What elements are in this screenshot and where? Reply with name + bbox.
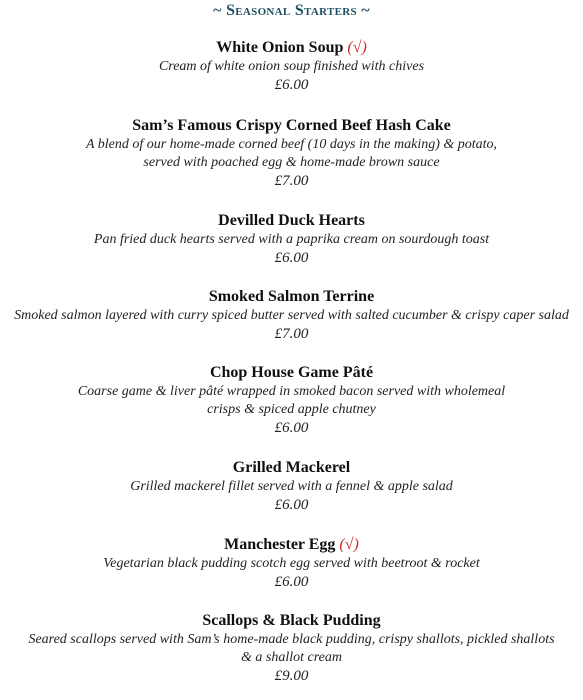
dish-description-line-1: Seared scallops served with Sam’s home-made black pudding, crispy shallots, pickled shallots [28,632,555,647]
dish-price: £6.00 [274,497,309,513]
dish-name: Sam’s Famous Crispy Corned Beef Hash Cake [132,117,451,134]
dish-corned-beef-hash-cake [0,116,583,191]
dish-description: Pan fried duck hearts served with a paprika cream on sourdough toast [93,232,490,247]
dish-description-line-2: served with poached egg & home-made brown sauce [143,155,440,170]
dish-name [0,535,583,555]
dish-name: Chop House Game Pâté [209,364,374,381]
dish-price: £9.00 [274,668,309,684]
dish-scallops-black-pudding [0,611,583,686]
dish-price: £6.00 [274,420,309,436]
dish-description-line-2: crisps & spiced apple chutney [207,402,376,417]
dish-description-line-1: A blend of our home-made corned beef (10 days in the making) & potato, [85,137,498,152]
dish-manchester-egg [0,535,583,592]
dish-white-onion-soup [0,38,583,95]
dish-grilled-mackerel [0,458,583,515]
section-title: ~ Seasonal Starters ~ [213,2,370,19]
dish-name: Grilled Mackerel [232,459,351,476]
dish-description: Smoked salmon layered with curry spiced butter served with salted cucumber & crispy caper salad [14,308,569,323]
dish-description-line-1: Coarse game & liver pâté wrapped in smoked bacon served with wholemeal [77,384,506,399]
dish-price: £6.00 [274,77,309,93]
dish-name: Smoked Salmon Terrine [208,288,375,305]
dish-name: Devilled Duck Hearts [218,212,365,229]
dish-description: Grilled mackerel fillet served with a fennel & apple salad [130,479,453,494]
dish-name [0,38,583,58]
dish-devilled-duck-hearts [0,211,583,268]
dish-description: Cream of white onion soup finished with chives [158,59,425,74]
dish-name-text: White Onion Soup [216,39,344,56]
dish-description: Vegetarian black pudding scotch egg served with beetroot & rocket [103,556,480,571]
vegetarian-mark: (√) [339,536,359,553]
dish-price: £7.00 [274,173,309,189]
dish-price: £6.00 [274,574,309,590]
dish-price: £7.00 [274,326,309,342]
dish-description-line-2: & a shallot cream [241,650,342,665]
dish-smoked-salmon-terrine [0,287,583,344]
dish-price: £6.00 [274,250,309,266]
vegetarian-mark: (√) [347,39,367,56]
dish-name-text: Manchester Egg [224,536,336,553]
dish-name: Scallops & Black Pudding [202,612,381,629]
dish-game-pate [0,363,583,438]
